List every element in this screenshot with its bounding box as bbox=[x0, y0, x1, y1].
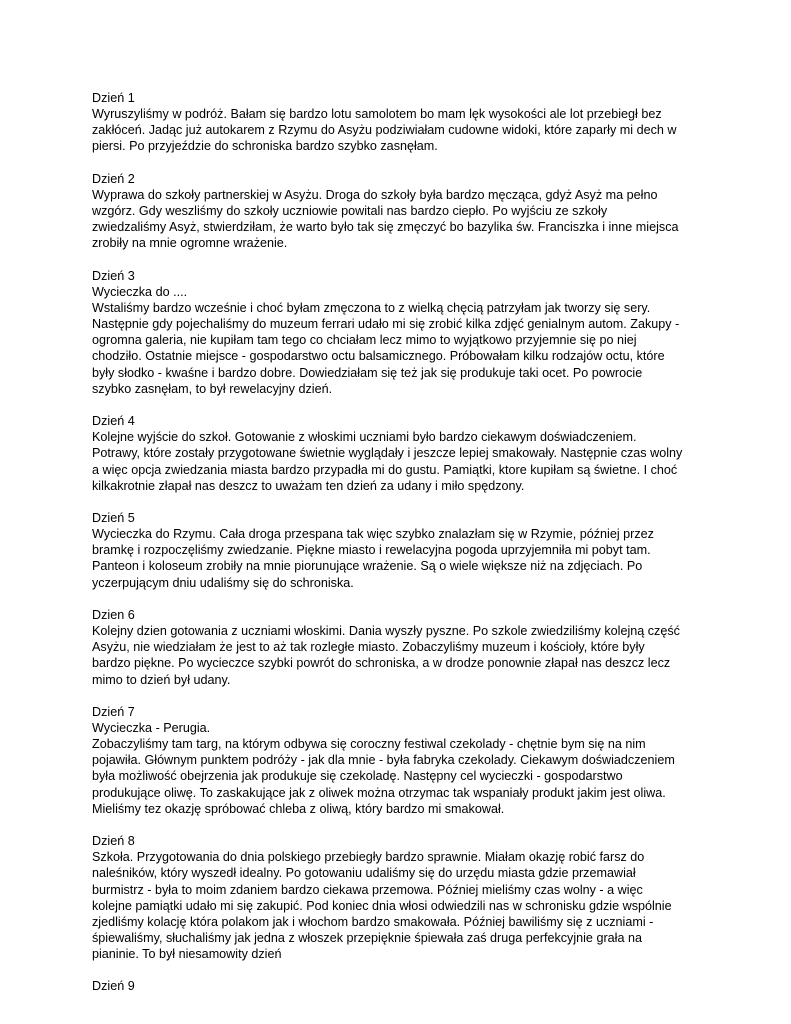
entry-text-line: ogromna galeria, nie kupiłam tam tego co chciałam lecz mimo to wyjątkowo przyjemnie się po niej bbox=[92, 333, 637, 348]
entry-text-line: Wycieczka - Perugia. bbox=[92, 721, 211, 735]
diary-entry bbox=[92, 171, 712, 252]
entry-text-line: naleśników, który wyszedł idealny. Po gotowaniu udaliśmy się do urzędu miasta gdzie przemawiał bbox=[92, 866, 636, 881]
entry-text-line: wzgórz. Gdy weszliśmy do szkoły uczniowie powitali nas bardzo ciepło. Po wyjściu ze szkoły bbox=[92, 204, 608, 219]
entry-text-line: zjedliśmy kolację która polakom jak i włochom bardzo smakowała. Później bawiliśmy się z uczniami - bbox=[92, 914, 654, 929]
entry-text-line: Panteon i koloseum zrobiły na mnie piorunujące wrażenie. Są o wiele większe niż na zdjęciach. Po bbox=[92, 559, 643, 574]
entry-text-line: śpiewaliśmy, słuchaliśmy jak jedna z włoszek przepięknie śpiewała zaś druga perfekcyjnie grała na bbox=[92, 931, 642, 946]
entry-text-line: Następnie gdy pojechaliśmy do muzeum ferrari udało mi się zrobić kilka zdjęć genialnym autom. Zakupy - bbox=[92, 317, 680, 332]
entry-heading: Dzień 4 bbox=[92, 414, 135, 429]
entry-heading: Dzień 7 bbox=[92, 704, 135, 719]
entry-text-line: bardzo piękne. Po wycieczce szybki powrót do schroniska, a w drodze ponownie złapał nas deszcz lecz bbox=[92, 656, 671, 671]
entry-text-line: a więc opcja zwiedzania miasta bardzo przypadła mi do gustu. Pamiątki, ktore kupiłam są świetne. I choć bbox=[92, 462, 678, 477]
entry-text-line: bramkę i rozpoczęliśmy zwiedzanie. Piękne miasto i rewelacyjna pogoda uprzyjemniła mi pobyt tam. bbox=[92, 543, 651, 558]
diary-entry bbox=[92, 704, 712, 817]
entry-heading: Dzień 1 bbox=[92, 91, 135, 105]
entry-text-line: piersi. Po przyjeździe do schroniska bardzo szybko zasnęłam. bbox=[92, 139, 438, 154]
entry-text-line: pianinie. To był niesamowity dzień bbox=[92, 947, 282, 962]
entry-heading: Dzień 8 bbox=[92, 834, 135, 849]
diary-entry bbox=[92, 90, 712, 155]
entry-text-line: Asyżu, nie wiedziałam że jest to aż tak rozległe miasto. Zobaczyliśmy muzeum i kościoły, które były bbox=[92, 640, 645, 655]
entry-heading: Dzien 6 bbox=[92, 607, 135, 622]
entry-text-line: szybko zasnęłam, to był rewelacyjny dzień. bbox=[92, 381, 333, 396]
entry-text-line: zwiedzaliśmy Asyż, stwierdziłam, że warto było tak się zmęczyć bo bazylika św. Franciszka i inne miejsca bbox=[92, 220, 679, 235]
entry-text-line: pojawiła. Głównym punktem podróży - jak dla mnie - była fabryka czekolady. Ciekawym doświadczeniem bbox=[92, 753, 675, 768]
entry-heading: Dzień 9 bbox=[92, 979, 135, 994]
entry-text-line: kolejne pamiątki udało mi się zakupić. Pod koniec dnia włosi odwiedzili nas w schronisku gdzie wspólnie bbox=[92, 898, 672, 913]
entry-heading: Dzień 3 bbox=[92, 268, 135, 283]
entry-text-line: była możliwość obejrzenia jak produkuje się czekoladę. Następny cel wycieczki - gospodarstwo bbox=[92, 769, 623, 784]
diary-entry bbox=[92, 607, 712, 688]
diary-entry bbox=[92, 268, 712, 397]
entry-text-line: kilkakrotnie złapał nas deszcz to uważam ten dzień za udany i miło spędzony. bbox=[92, 478, 525, 493]
diary-entry bbox=[92, 978, 712, 994]
entry-text-line: Potrawy, które zostały przygotowane świetnie wyglądały i jeszcze lepiej smakowały. Następnie czas wolny bbox=[92, 446, 683, 461]
entry-heading: Dzień 5 bbox=[92, 511, 135, 525]
entry-text-line: Wstaliśmy bardzo wcześnie i choć byłam zmęczona to z wielką chęcią patrzyłam jak tworzy się sery. bbox=[92, 301, 651, 315]
entry-text-line: Szkoła. Przygotowania do dnia polskiego przebiegły bardzo sprawnie. Miałam okazję robić farsz do bbox=[92, 850, 645, 865]
entry-text-line: Wyprawa do szkoły partnerskiej w Asyżu. Droga do szkoły była bardzo męcząca, gdyż Asyż ma pełno bbox=[92, 187, 658, 202]
diary-entry bbox=[92, 510, 712, 591]
entry-text-line: Zobaczyliśmy tam targ, na którym odbywa się coroczny festiwal czekolady - chętnie bym się na nim bbox=[92, 737, 646, 752]
entry-text-line: yczerpującym dniu udaliśmy się do schroniska. bbox=[92, 575, 354, 590]
entry-text-line: Mieliśmy tez okazję spróbować chleba z oliwą, który bardzo mi smakował. bbox=[92, 801, 505, 816]
entry-text-line: mimo to dzień był udany. bbox=[92, 672, 231, 687]
diary-entry bbox=[92, 413, 712, 494]
entry-text-line: burmistrz - była to moim zdaniem bardzo ciekawa przemowa. Później mieliśmy czas wolny - a więc bbox=[92, 882, 643, 897]
entry-text-line: były słodko - kwaśne i bardzo dobre. Dowiedziałam się też jak się produkuje taki ocet. Po powrocie bbox=[92, 365, 643, 380]
entry-text-line: zrobiły na mnie ogromne wrażenie. bbox=[92, 236, 288, 251]
entry-text-line: Wycieczka do Rzymu. Cała droga przespana tak więc szybko znalazłam się w Rzymie, później przez bbox=[92, 527, 654, 542]
entry-text-line: produkujące oliwę. To zaskakujące jak z oliwek można otrzymac tak wspaniały produkt jakim jest oliwa. bbox=[92, 785, 666, 800]
entry-text-line: Wycieczka do .... bbox=[92, 284, 188, 299]
document-page bbox=[92, 90, 712, 1011]
entry-heading: Dzień 2 bbox=[92, 171, 135, 186]
diary-entry bbox=[92, 833, 712, 962]
entry-text-line: Kolejny dzien gotowania z uczniami włoskimi. Dania wyszły pyszne. Po szkole zwiedziliśmy kolejną część bbox=[92, 624, 680, 639]
entry-text-line: Kolejne wyjście do szkoł. Gotowanie z włoskimi uczniami było bardzo ciekawym doświadczeniem. bbox=[92, 430, 637, 445]
entry-text-line: chodziło. Ostatnie miejsce - gospodarstwo octu balsamicznego. Próbowałam kilku rodzajów octu, które bbox=[92, 349, 665, 364]
entry-text-line: zakłóceń. Jadąc już autokarem z Rzymu do Asyżu podziwiałam cudowne widoki, które zaparły mi dech w bbox=[92, 123, 677, 138]
entry-text-line: Wyruszyliśmy w podróż. Bałam się bardzo lotu samolotem bo mam lęk wysokości ale lot przebiegł bez bbox=[92, 107, 662, 122]
